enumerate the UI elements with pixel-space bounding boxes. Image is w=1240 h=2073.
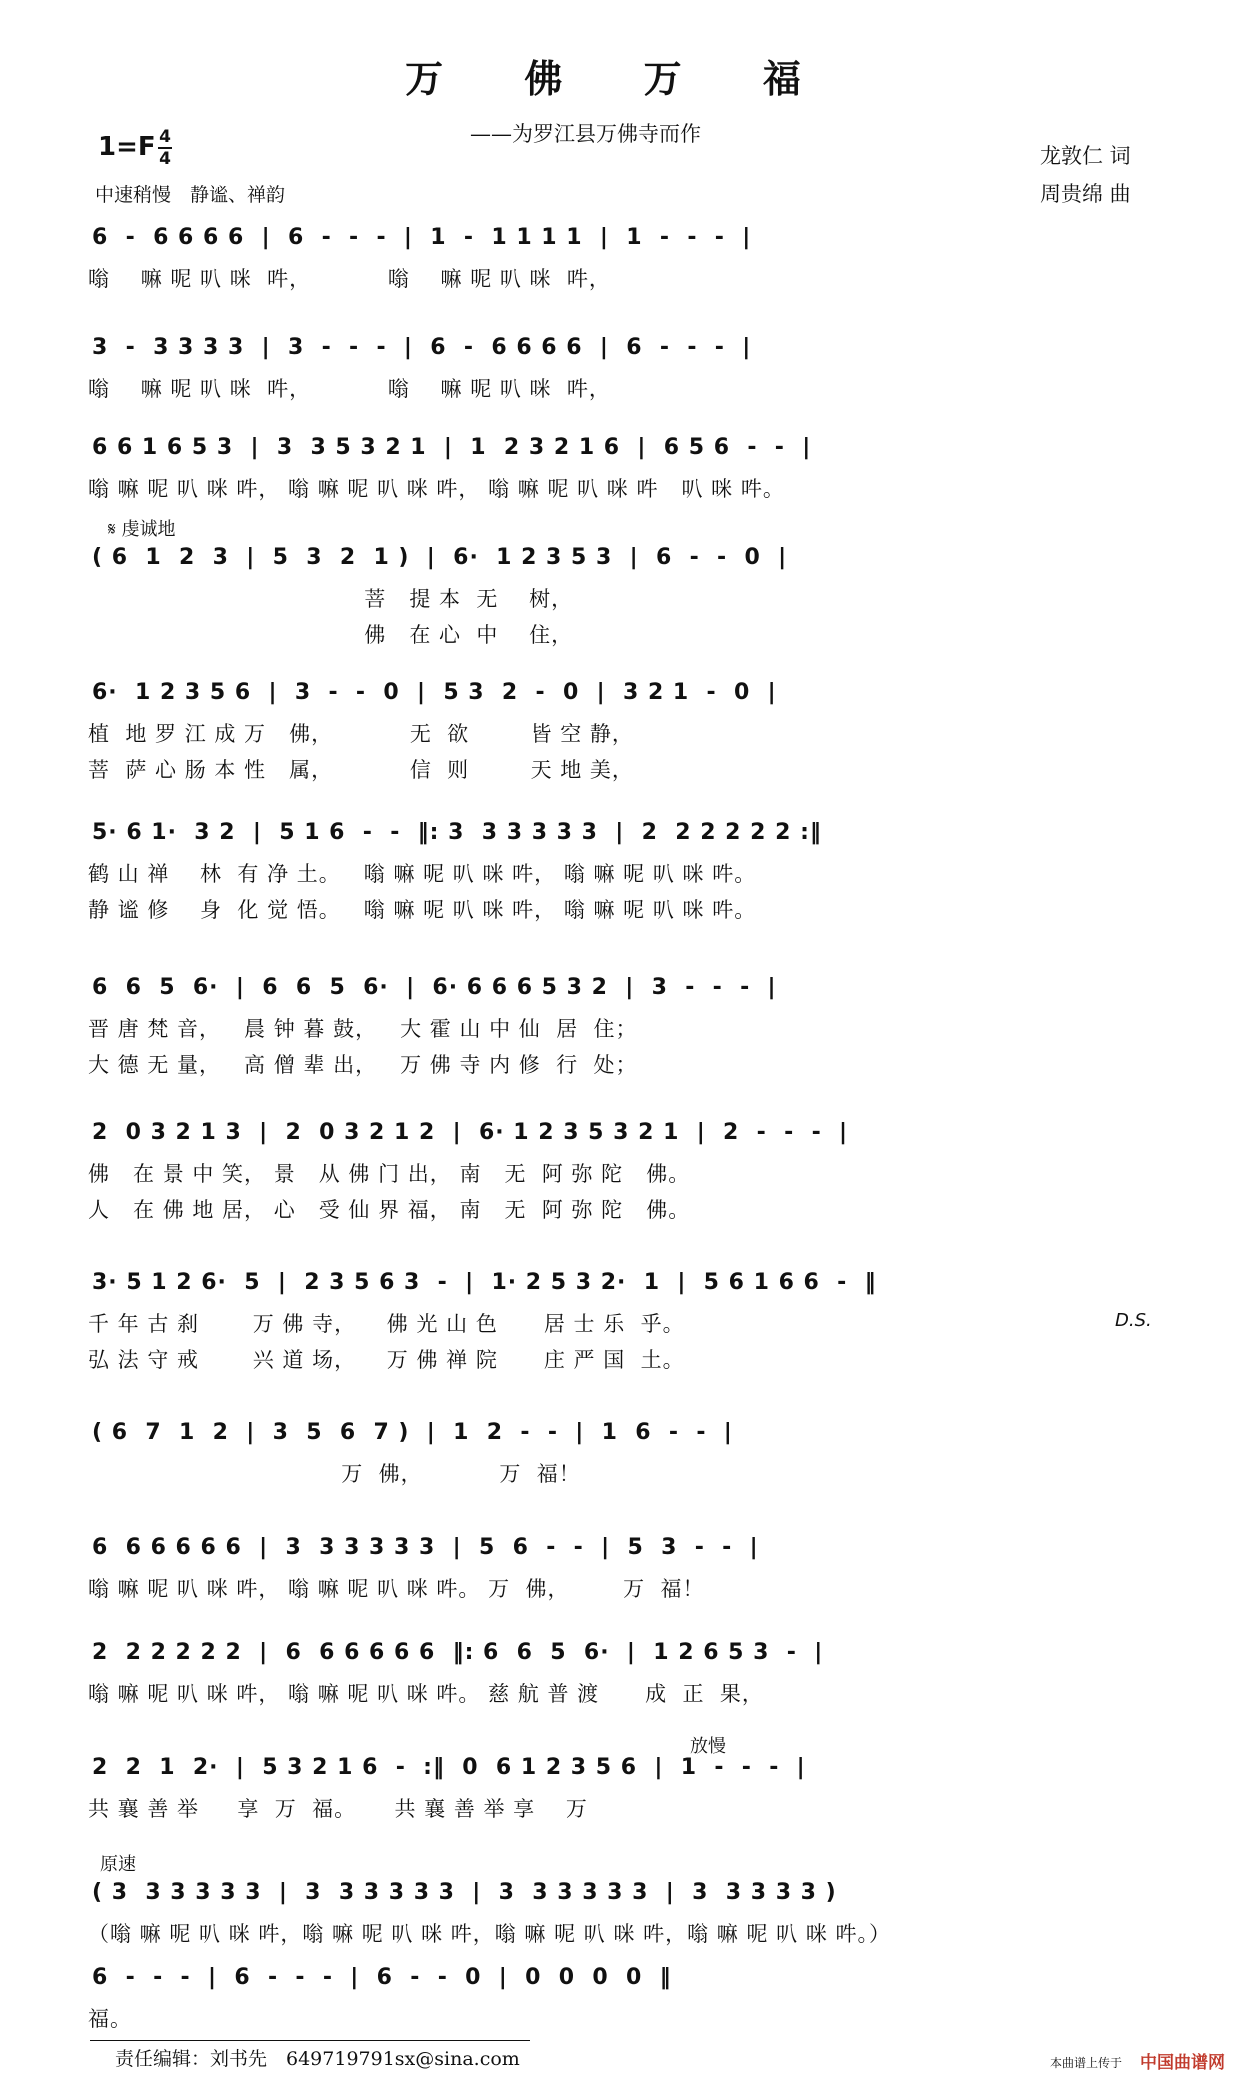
lyric-line: 大 德 无 量， 高 僧 辈 出， 万 佛 寺 内 修 行 处； — [88, 1053, 638, 1077]
original-tempo-marking: 原速 — [100, 1854, 136, 1875]
lyric-line: 嗡 嘛 呢 叭 咪 吽， 嗡 嘛 呢 叭 咪 吽。 慈 航 普 渡 成 正 果， — [88, 1682, 764, 1706]
notation-line: 6· 1 2 3 5 6 | 3 - - 0 | 5 3 2 - 0 | 3 2 1 - 0 | — [92, 680, 777, 705]
lyricist-credit: 龙敦仁 词 — [1040, 144, 1131, 168]
upload-note: 本曲谱上传于 — [1050, 2056, 1123, 2070]
lyric-line: 静 谧 修 身 化 觉 悟。 嗡 嘛 呢 叭 咪 吽， 嗡 嘛 呢 叭 咪 吽。 — [88, 898, 757, 922]
lyric-line: （嗡 嘛 呢 叭 咪 吽，嗡 嘛 呢 叭 咪 吽，嗡 嘛 呢 叭 咪 吽，嗡 嘛 呢 叭 咪 吽。） — [88, 1922, 892, 1946]
editor-credit: 责任编辑：刘书先 649719791sx@sina.com — [115, 2048, 520, 2070]
segno-marking: 𝄋 虔诚地 — [108, 519, 176, 540]
subtitle: ——为罗江县万佛寺而作 — [470, 122, 701, 146]
site-logo: 中国曲谱网 — [1140, 2053, 1225, 2073]
composer-credit: 周贵绵 曲 — [1040, 182, 1131, 206]
notation-line: ( 3 3 3 3 3 3 | 3 3 3 3 3 3 | 3 3 3 3 3 3 | 3 3 3 3 3 ) — [92, 1880, 837, 1905]
lyric-line: 嗡 嘛 呢 叭 咪 吽， 嗡 嘛 呢 叭 咪 吽， — [88, 267, 611, 291]
notation-line: 2 0 3 2 1 3 | 2 0 3 2 1 2 | 6· 1 2 3 5 3 2 1 | 2 - - - | — [92, 1120, 849, 1145]
lyric-line: 菩 提 本 无 树， — [88, 587, 574, 611]
notation-line: 6 - - - | 6 - - - | 6 - - 0 | 0 0 0 0 ‖ — [92, 1965, 672, 1990]
tempo-marking: 中速稍慢 静谧、禅韵 — [95, 184, 286, 206]
lyric-line: 佛 在 心 中 住， — [88, 623, 574, 647]
notation-line: 2 2 1 2· | 5 3 2 1 6 - :‖ 0 6 1 2 3 5 6 | 1 - - - | — [92, 1755, 806, 1780]
lyric-line: 福。 — [88, 2007, 132, 2031]
notation-line: 5· 6 1· 3 2 | 5 1 6 - - ‖: 3 3 3 3 3 3 | 2 2 2 2 2 2 :‖ — [92, 820, 822, 845]
lyric-line: 嗡 嘛 呢 叭 咪 吽， 嗡 嘛 呢 叭 咪 吽， — [88, 377, 611, 401]
key-signature: 1=F — [98, 132, 156, 162]
time-signature-bottom: 4 — [159, 149, 171, 169]
notation-line: 6 - 6 6 6 6 | 6 - - - | 1 - 1 1 1 1 | 1 - - - | — [92, 225, 752, 250]
lyric-line: 嗡 嘛 呢 叭 咪 吽， 嗡 嘛 呢 叭 咪 吽。 万 佛， 万 福！ — [88, 1577, 705, 1601]
slow-down-marking: 放慢 — [690, 1736, 726, 1757]
time-signature — [158, 128, 172, 168]
notation-line: 2 2 2 2 2 2 | 6 6 6 6 6 6 ‖: 6 6 5 6· | 1 2 6 5 3 - | — [92, 1640, 824, 1665]
lyric-line: 佛 在 景 中 笑， 景 从 佛 门 出， 南 无 阿 弥 陀 佛。 — [88, 1162, 691, 1186]
page-title: 万 佛 万 福 — [405, 56, 835, 101]
notation-line: ( 6 7 1 2 | 3 5 6 7 ) | 1 2 - - | 1 6 - - | — [92, 1420, 733, 1445]
notation-line: ( 6 1 2 3 | 5 3 2 1 ) | 6· 1 2 3 5 3 | 6 - - 0 | — [92, 545, 788, 570]
lyric-line: 共 襄 善 举 享 万 福。 共 襄 善 举 享 万 — [88, 1797, 588, 1821]
notation-line: 6 6 1 6 5 3 | 3 3 5 3 2 1 | 1 2 3 2 1 6 | 6 5 6 - - | — [92, 435, 812, 460]
notation-line: 3· 5 1 2 6· 5 | 2 3 5 6 3 - | 1· 2 5 3 2· 1 | 5 6 1 6 6 - ‖ — [92, 1270, 877, 1295]
lyric-line: 菩 萨 心 肠 本 性 属， 信 则 天 地 美， — [88, 758, 634, 782]
lyric-line: 鹤 山 禅 林 有 净 土。 嗡 嘛 呢 叭 咪 吽， 嗡 嘛 呢 叭 咪 吽。 — [88, 862, 757, 886]
notation-line: 6 6 5 6· | 6 6 5 6· | 6· 6 6 6 5 3 2 | 3 - - - | — [92, 975, 777, 1000]
lyric-line: 植 地 罗 江 成 万 佛， 无 欲 皆 空 静， — [88, 722, 634, 746]
lyric-line: 人 在 佛 地 居， 心 受 仙 界 福， 南 无 阿 弥 陀 佛。 — [88, 1198, 691, 1222]
lyric-line: 万 佛， 万 福！ — [88, 1462, 581, 1486]
lyric-line: 千 年 古 刹 万 佛 寺， 佛 光 山 色 居 士 乐 乎。 — [88, 1312, 685, 1336]
notation-line: 6 6 6 6 6 6 | 3 3 3 3 3 3 | 5 6 - - | 5 3 - - | — [92, 1535, 759, 1560]
lyric-line: 晋 唐 梵 音， 晨 钟 暮 鼓， 大 霍 山 中 仙 居 住； — [88, 1017, 638, 1041]
lyric-line: 弘 法 守 戒 兴 道 场， 万 佛 禅 院 庄 严 国 土。 — [88, 1348, 685, 1372]
lyric-line: 嗡 嘛 呢 叭 咪 吽， 嗡 嘛 呢 叭 咪 吽， 嗡 嘛 呢 叭 咪 吽 叭 咪 吽。 — [88, 477, 785, 501]
ds-marking: D.S. — [1115, 1310, 1152, 1331]
time-signature-top: 4 — [159, 127, 171, 147]
notation-line: 3 - 3 3 3 3 | 3 - - - | 6 - 6 6 6 6 | 6 - - - | — [92, 335, 752, 360]
